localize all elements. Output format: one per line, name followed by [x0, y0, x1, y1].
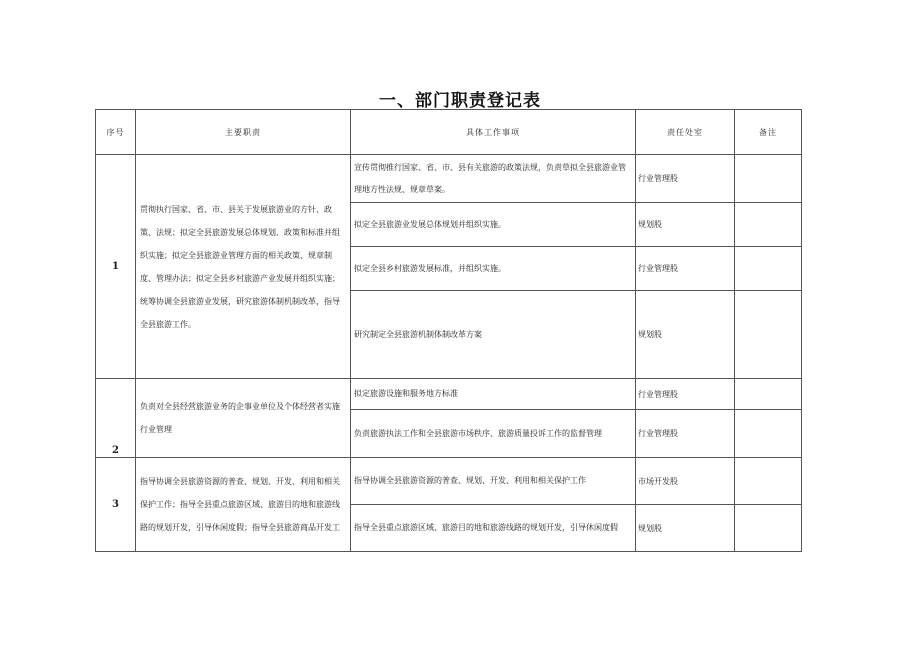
task-cell: 指导全县重点旅游区域、旅游目的地和旅游线路的规划开发，引导休闲度假 — [351, 505, 636, 552]
dept-cell: 规划股 — [636, 203, 735, 247]
duty-cell: 负责对全县经营旅游业务的企事业单位及个体经营者实施行业管理 — [136, 379, 351, 458]
note-cell — [735, 379, 802, 410]
dept-cell: 市场开发股 — [636, 458, 735, 505]
note-cell — [735, 291, 802, 379]
dept-cell: 行业管理股 — [636, 155, 735, 203]
table-row — [96, 379, 802, 410]
header-dept: 责任处室 — [636, 110, 735, 155]
duty-cell: 贯彻执行国家、省、市、县关于发展旅游业的方针、政策、法规；拟定全县旅游发展总体规划、政策和标准并组织实施；拟定全县旅游业管理方面的相关政策、规章制度、管理办法；拟定全县乡村旅游产业发展并组织实施；统筹协调全县旅游业发展，研究旅游体制机制改革，指导全县旅游工作。 — [136, 155, 351, 379]
note-cell — [735, 410, 802, 458]
dept-cell: 行业管理股 — [636, 379, 735, 410]
task-cell: 拟定旅游设施和服务地方标准 — [351, 379, 636, 410]
header-duty: 主要职责 — [136, 110, 351, 155]
duty-cell: 指导协调全县旅游资源的普查、规划、开发、利用和相关保护工作；指导全县重点旅游区域、旅游目的地和旅游线路的规划开发，引导休闲度假；指导全县旅游商品开发工 — [136, 458, 351, 552]
duty-register-table — [95, 109, 802, 552]
header-seq: 序号 — [96, 110, 136, 155]
note-cell — [735, 247, 802, 291]
table-row — [96, 155, 802, 203]
dept-cell: 行业管理股 — [636, 410, 735, 458]
note-cell — [735, 203, 802, 247]
seq-cell: 3 — [96, 458, 136, 552]
seq-cell: 1 — [96, 155, 136, 379]
dept-cell: 规划股 — [636, 505, 735, 552]
note-cell — [735, 458, 802, 505]
task-cell: 指导协调全县旅游资源的普查、规划、开发、利用和相关保护工作 — [351, 458, 636, 505]
note-cell — [735, 155, 802, 203]
table-header-row — [96, 110, 802, 155]
note-cell — [735, 505, 802, 552]
header-note: 备注 — [735, 110, 802, 155]
table-row — [96, 458, 802, 505]
dept-cell: 规划股 — [636, 291, 735, 379]
seq-cell: 2 — [96, 379, 136, 458]
task-cell: 研究制定全县旅游机制体制改革方案 — [351, 291, 636, 379]
task-cell: 宣传贯彻推行国家、省、市、县有关旅游的政策法规，负责草拟全县旅游业管理地方性法规、规章草案。 — [351, 155, 636, 203]
dept-cell: 行业管理股 — [636, 247, 735, 291]
task-cell: 负责旅游执法工作和全县旅游市场秩序、旅游质量投诉工作的监督管理 — [351, 410, 636, 458]
header-task: 具体工作事项 — [351, 110, 636, 155]
page-title: 一、部门职责登记表 — [379, 91, 541, 111]
task-cell: 拟定全县乡村旅游发展标准，并组织实施。 — [351, 247, 636, 291]
task-cell: 拟定全县旅游业发展总体规划并组织实施。 — [351, 203, 636, 247]
